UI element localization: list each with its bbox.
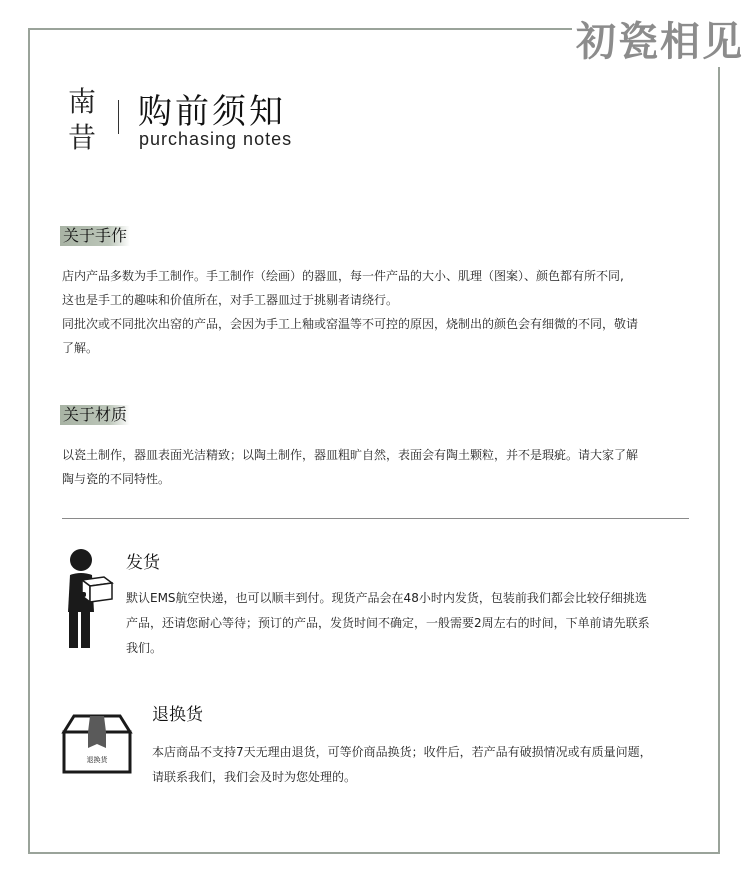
box-label: 退换货	[86, 756, 108, 764]
paragraph-line: 店内产品多数为手工制作。手工制作（绘画）的器皿，每一件产品的大小、肌理（图案）、颜色都有所不同,	[62, 269, 624, 283]
paragraph-line: 本店商品不支持7天无理由退货，可等价商品换货；收件后，若产品有破损情况或有质量问题，	[152, 745, 652, 759]
section-tag-handmade: 关于手作	[60, 226, 130, 246]
return-box-icon	[60, 714, 134, 776]
watermark: 初瓷相见	[572, 10, 748, 67]
shipping-title: 发货	[126, 553, 160, 573]
paragraph-line: 以瓷土制作，器皿表面光洁精致；以陶土制作，器皿粗旷自然，表面会有陶土颗粒，并不是瑕疵。请大家了解	[62, 448, 639, 462]
person-carrying-box-icon	[60, 548, 116, 650]
paragraph-line: 默认EMS航空快递，也可以顺丰到付。现货产品会在48小时内发货，包装前我们都会比较仔细挑选	[126, 591, 647, 605]
paragraph-line: 陶与瓷的不同特性。	[62, 472, 171, 486]
brand-vertical	[68, 84, 98, 156]
paragraph-line: 我们。	[126, 641, 163, 655]
returns-title: 退换货	[152, 705, 203, 725]
paragraph-line: 这也是手工的趣味和价值所在，对手工器皿过于挑剔者请绕行。	[62, 293, 399, 307]
brand-char-2: 昔	[68, 121, 97, 154]
paragraph-line: 产品，还请您耐心等待；预订的产品，发货时间不确定，一般需要2周左右的时间，下单前请先联系	[126, 616, 650, 630]
paragraph-line: 同批次或不同批次出窑的产品，会因为手工上釉或窑温等不可控的原因，烧制出的颜色会有细微的不同，敬请	[62, 317, 639, 331]
page-subtitle: purchasing notes	[139, 129, 293, 149]
page-title: 购前须知	[138, 92, 286, 132]
section-tag-material: 关于材质	[60, 405, 130, 425]
paragraph-line: 了解。	[62, 341, 99, 355]
header-divider	[118, 100, 119, 134]
paragraph-line: 请联系我们，我们会及时为您处理的。	[152, 770, 357, 784]
section-divider	[62, 518, 689, 519]
brand-char-1: 南	[68, 85, 97, 118]
